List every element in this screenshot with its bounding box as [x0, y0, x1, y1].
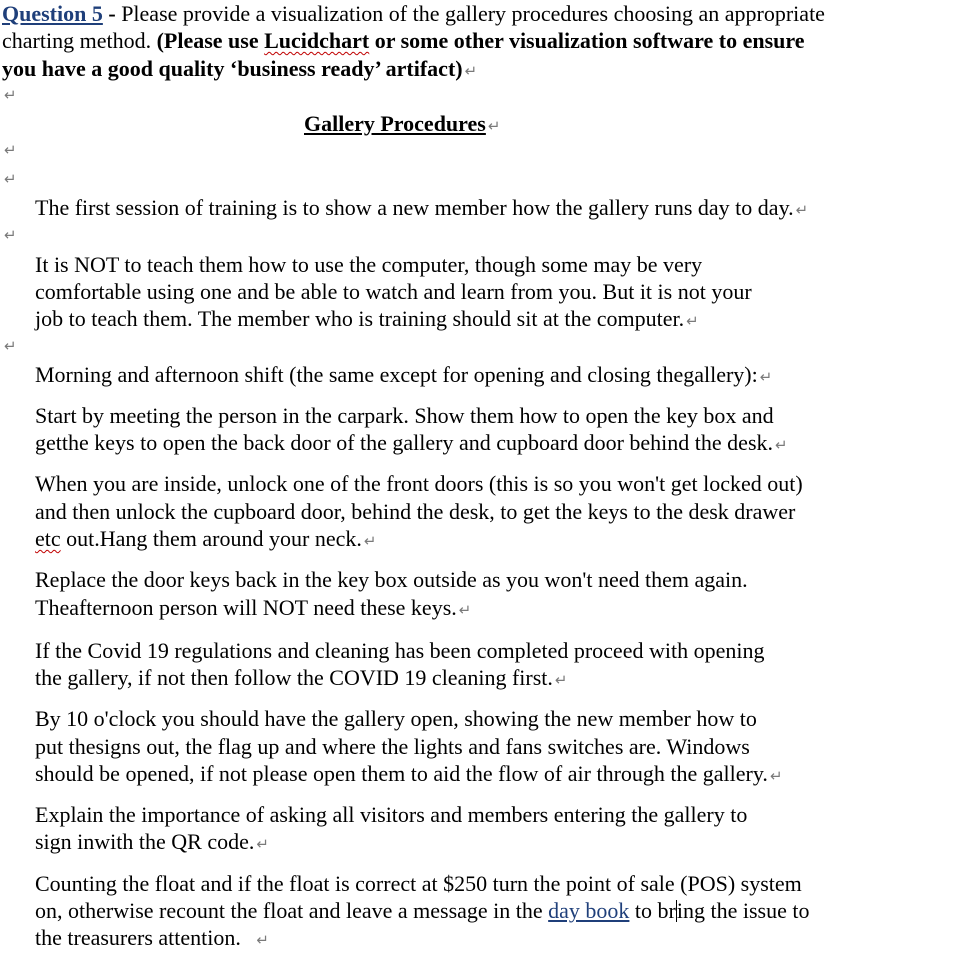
paragraph-4-line-1-text: Start by meeting the person in the carpark. Show them how to open the key box and [35, 403, 774, 428]
question-line-3 [2, 55, 477, 85]
paragraph-mark-icon: ↵ [487, 117, 501, 135]
day-book-link[interactable]: day book [548, 898, 630, 923]
paragraph-mark-icon: ↵ [464, 62, 478, 80]
paragraph-mark-icon: ↵ [4, 170, 17, 188]
paragraph-7-line-2 [35, 664, 567, 694]
paragraph-8-line-3-text: should be opened, if not please open them to aid the flow of air through the gallery. [35, 761, 768, 786]
paragraph-mark-icon: ↵ [775, 436, 788, 454]
question-dash: - [102, 1, 122, 26]
paragraph-6-line-2 [35, 594, 471, 624]
paragraph-5-line-3 [35, 525, 376, 555]
paragraph-10-line-3-text: the treasurers attention. [35, 925, 247, 950]
paragraph-9-line-2-text: sign inwith the QR code. [35, 829, 255, 854]
paragraph-2-line-3-text: job to teach them. The member who is training should sit at the computer. [35, 306, 685, 331]
paragraph-5-line-2-text: and then unlock the cupboard door, behind the desk, to get the keys to the desk drawer [35, 499, 796, 524]
paragraph-mark-icon: ↵ [759, 368, 773, 386]
paragraph-mark-icon: ↵ [554, 671, 568, 689]
paragraph-10-line-1 [35, 870, 802, 898]
paragraph-2-line-2-text: comfortable using one and be able to watch and learn from you. But it is not your [35, 279, 752, 304]
paragraph-5-line-3-text: out.Hang them around your neck. [60, 526, 362, 551]
question-line3-text: you have a good quality ‘business ready’ artifact) [2, 56, 463, 81]
paragraph-1 [35, 194, 808, 224]
paragraph-10-line-2-text-b: to br [629, 898, 676, 923]
paragraph-10-line-1-text: Counting the float and if the float is correct at $250 turn the point of sale (POS) system [35, 871, 802, 896]
paragraph-mark-icon: ↵ [769, 767, 783, 785]
paragraph-mark-icon: ↵ [686, 312, 699, 330]
paragraph-9-line-1-text: Explain the importance of asking all visitors and members entering the gallery to [35, 802, 748, 827]
paragraph-mark-icon: ↵ [458, 601, 472, 619]
paragraph-4-line-1 [35, 402, 774, 430]
paragraph-6-line-1 [35, 566, 748, 594]
paragraph-10-line-2-text-a: on, otherwise recount the float and leave a message in the [35, 898, 549, 923]
paragraph-4-line-2-text: getthe keys to open the back door of the gallery and cupboard door behind the desk. [35, 430, 773, 455]
paragraph-5-line-1-text: When you are inside, unlock one of the front doors (this is so you won't get locked out) [35, 471, 803, 496]
paragraph-8-line-2 [35, 733, 750, 761]
paragraph-mark-icon: ↵ [795, 201, 809, 219]
paragraph-2-line-1-text: It is NOT to teach them how to use the computer, though some may be very [35, 252, 703, 277]
paragraph-10-line-3 [35, 924, 269, 954]
paragraph-10-line-2 [35, 897, 809, 925]
question-line-2 [2, 27, 805, 55]
paragraph-mark-icon: ↵ [4, 337, 17, 355]
paragraph-2-line-1 [35, 251, 702, 279]
etc-word: etc [35, 526, 61, 551]
paragraph-8-line-2-text: put thesigns out, the flag up and where the lights and fans switches are. Windows [35, 734, 750, 759]
question-number: Question 5 [2, 1, 103, 26]
paragraph-9-line-1 [35, 801, 747, 829]
paragraph-2-line-3 [35, 305, 699, 335]
lucidchart-word: Lucidchart [264, 28, 370, 53]
question-line-1 [2, 0, 825, 28]
question-line2-bold-b: or some other visualization software to ensure [369, 28, 805, 53]
question-line2-bold-a: (Please use [156, 28, 265, 53]
paragraph-mark-icon: ↵ [256, 835, 269, 853]
paragraph-8-line-1-text: By 10 o'clock you should have the gallery open, showing the new member how to [35, 706, 757, 731]
paragraph-7-line-1-text: If the Covid 19 regulations and cleaning has been completed proceed with opening [35, 638, 765, 663]
paragraph-2-line-2 [35, 278, 752, 306]
paragraph-8-line-3 [35, 760, 783, 790]
paragraph-10-line-2-text-c: ing the issue to [676, 898, 810, 923]
paragraph-mark-icon: ↵ [4, 141, 17, 159]
paragraph-5-line-2 [35, 498, 795, 526]
paragraph-6-line-1-text: Replace the door keys back in the key box outside as you won't need them again. [35, 567, 748, 592]
paragraph-5-line-1 [35, 470, 803, 498]
paragraph-9-line-2 [35, 828, 269, 858]
paragraph-mark-icon: ↵ [363, 532, 377, 550]
page-title [304, 110, 500, 140]
paragraph-3-text: Morning and afternoon shift (the same except for opening and closing thegallery): [35, 362, 758, 387]
question-line2-plain: charting method. [2, 28, 157, 53]
title-text: Gallery Procedures [304, 111, 486, 136]
question-line1-text: Please provide a visualization of the gallery procedures choosing an appropriate [121, 1, 825, 26]
paragraph-8-line-1 [35, 705, 757, 733]
paragraph-mark-icon: ↵ [4, 226, 17, 244]
paragraph-mark-icon: ↵ [4, 86, 17, 104]
paragraph-1-text: The first session of training is to show a new member how the gallery runs day to day. [35, 195, 794, 220]
paragraph-6-line-2-text: Theafternoon person will NOT need these keys. [35, 595, 457, 620]
paragraph-mark-icon: ↵ [256, 931, 269, 949]
paragraph-7-line-2-text: the gallery, if not then follow the COVID 19 cleaning first. [35, 665, 553, 690]
paragraph-3 [35, 361, 772, 391]
paragraph-4-line-2 [35, 429, 788, 459]
paragraph-7-line-1 [35, 637, 764, 665]
